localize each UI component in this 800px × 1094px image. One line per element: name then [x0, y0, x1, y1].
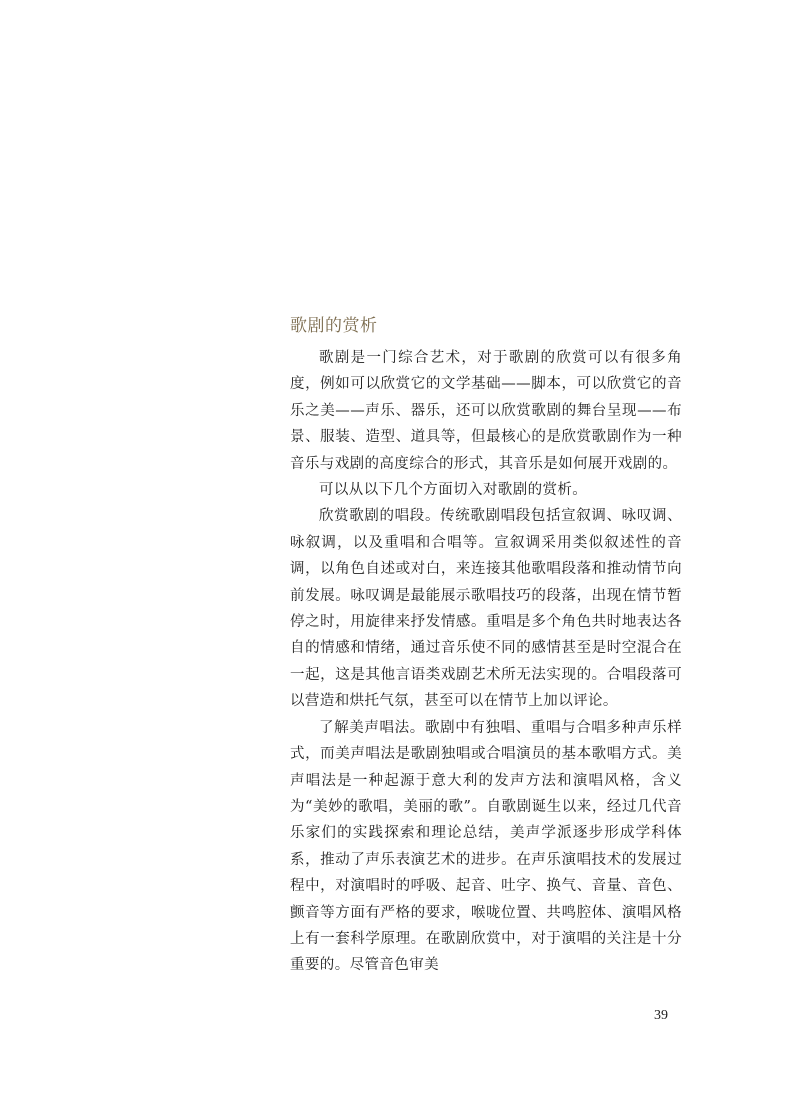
paragraph-bel-canto: 了解美声唱法。歌剧中有独唱、重唱与合唱多种声乐样式，而美声唱法是歌剧独唱或合唱演员的基本歌唱方式。美声唱法是一种起源于意大利的发声方法和演唱风格，含义为“美妙的歌唱，美丽的歌”。自歌剧诞生以来，经过几代音乐家们的实践探索和理论总结，美声学派逐步形成学科体系，推动了声乐表演艺术的进步。在声乐演唱技术的发展过程中，对演唱时的呼吸、起音、吐字、换气、音量、音色、颤音等方面有严格的要求，喉咙位置、共鸣腔体、演唱风格上有一套科学原理。在歌剧欣赏中，对于演唱的关注是十分重要的。尽管音色审美	[290, 719, 682, 974]
section-title: 歌剧的赏析	[290, 316, 378, 336]
body-text	[290, 345, 682, 979]
page-number: 39	[654, 1008, 668, 1023]
paragraph-arias: 欣赏歌剧的唱段。传统歌剧唱段包括宣叙调、咏叹调、咏叙调，以及重唱和合唱等。宣叙调采用类似叙述性的音调，以角色自述或对白，来连接其他歌唱段落和推动情节向前发展。咏叹调是最能展示歌唱技巧的段落，出现在情节暂停之时，用旋律来抒发情感。重唱是多个角色共时地表达各自的情感和情绪，通过音乐使不同的感情甚至是时空混合在一起，这是其他言语类戏剧艺术所无法实现的。合唱段落可以营造和烘托气氛，甚至可以在情节上加以评论。	[290, 508, 682, 710]
paragraph-intro: 歌剧是一门综合艺术，对于歌剧的欣赏可以有很多角度，例如可以欣赏它的文学基础——脚本，可以欣赏它的音乐之美——声乐、器乐，还可以欣赏歌剧的舞台呈现——布景、服装、造型、道具等，但最核心的是欣赏歌剧作为一种音乐与戏剧的高度综合的形式，其音乐是如何展开戏剧的。	[290, 350, 682, 472]
paragraph-approaches: 可以从以下几个方面切入对歌剧的赏析。	[319, 482, 588, 499]
main-content	[290, 312, 682, 979]
